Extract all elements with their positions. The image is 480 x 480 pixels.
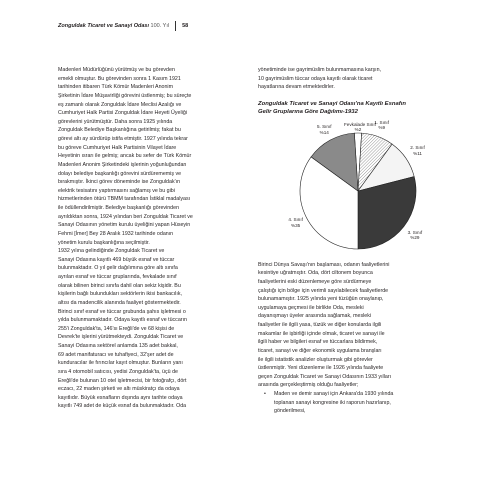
text-line: Sanayi Odasının yönetim kurulu üyeliğini yapan Hüseyin (58, 222, 191, 229)
slice-label-percent: %11 (413, 150, 422, 156)
right-column-intro (258, 66, 436, 92)
chart-title-line-1: Zonguldak Ticaret ve Sanayi Odası'na Kayıtlı Esnafın (258, 100, 406, 107)
slice-label (404, 145, 432, 156)
text-line: sıra 4 otomobil satıcısı, yedisi Zonguldak'ta, üçü de (58, 368, 178, 375)
slice-label (401, 230, 429, 241)
text-line: ilgili haber ve bilgileri esnaf ve tüccarlara bildirmek, (258, 339, 378, 346)
text-line: ayrılan esnaf ve tüccar gruplarında, fevkalade sınıf (58, 274, 177, 280)
pie-chart (258, 121, 436, 261)
text-line: kunduracılar ile fırıncılar kayıt olmuştur. Bunların yanı (58, 360, 183, 367)
text-line: Madenleri Anonim Şirketindeki işlerinin yoğunluğundan (58, 161, 187, 168)
text-line: bu göreve Cumhuriyet Halk Partisinin Vilayet İdare (58, 144, 177, 151)
slice-label-name: 3. Sınıf (407, 229, 423, 235)
text-line: Sanayi Odasına sektörel anlamda 135 adet bakkal, (58, 343, 178, 349)
text-line: kişilerin bağlı bulundukları sektörlerin ikisi bankacılık, (58, 291, 182, 298)
chart-title (258, 100, 436, 117)
right-text-column (258, 66, 436, 416)
text-line: geçen Zonguldak Ticaret ve Sanayi Odasının 1933 yılları (258, 373, 392, 380)
text-line: görevi altı ay sürdürüp istifa etmiştir. 1927 yılında tekrar (58, 136, 188, 142)
text-line: eş zamanlı olarak Zonguldak İdare Meclisi Azalığı ve (58, 101, 182, 108)
slice-label (368, 120, 396, 131)
anniversary-label: 100. Yıl (150, 23, 170, 29)
text-line: kayıtlı 749 adet de küçük esnaf da bulunmaktadır. Oda (58, 403, 187, 410)
text-line: kayıtlıdır. Büyük esnafların dışında aynı tarihte odaya (58, 394, 183, 401)
text-line: yönetiminde ise gayrimüslim bulunmamasına karşın, (258, 67, 382, 73)
text-line: tarihinden itibaren Türk Kömür Madenleri Anonim (58, 84, 174, 91)
page-header (58, 20, 188, 32)
text-line: 10 gayrimüslim tüccar odaya kayıtlı olarak ticaret (258, 75, 373, 82)
text-line: bulunmaktadır. O yıl gelir dağılımına göre altı sınıfa (58, 265, 178, 272)
text-line: Fehmi [İmer] Bey 28 Aralık 1932 tarihinde odanın (58, 230, 174, 237)
text-line: bulunamamıştır. 1925 yılında yeni tüzüğün onaylanıp, (258, 296, 384, 303)
text-line: yılda bulunmamaktadır. Odaya kayıtlı esnaf ve tüccarın (58, 317, 187, 324)
text-line: Madenleri Müdürlüğünü yürütmüş ve bu görevden (58, 67, 175, 73)
publication-name: Zonguldak Ticaret ve Sanayi Odası (58, 23, 149, 29)
text-line: Birinci sınıf esnaf ve tüccar grubunda şahıs işletmesi o (58, 308, 186, 315)
list-item-line: Maden ve demir sanayi için Ankara'da 1930 yılında (274, 391, 394, 398)
slice-label-percent: %9 (378, 125, 386, 131)
text-line: ile ödüllendirilmiştir. Belediye başkanlığı görevinden (58, 205, 180, 211)
text-line: kesintiye uğratmıştır. Oda, dört ciltonem boyunca (258, 270, 373, 277)
text-line: çalıştığı için bölge için verimli sayılabilecek faaliyetlerde (258, 287, 389, 294)
text-line: eczacı, 22 maden şirketi ve altı müskiratçı da odaya (58, 386, 180, 393)
slice-label-name: 1. Sınıf (374, 119, 389, 125)
slice-label (310, 124, 338, 135)
text-line: dayanışmayı üyeler arasında sağlamak, mesleki (258, 313, 372, 320)
text-line: arasında gerçekleştirmiş olduğu faaliyetler; (258, 382, 359, 389)
text-line: dolayı belediye başkanlığı görevini sürdürememiş ve (58, 170, 182, 177)
text-line: 255'i Zonguldak'ta, 146'sı Ereğli'de ve 68 kişisi de (58, 325, 175, 332)
text-line: altısı da madencilik alanında faaliyet göstermektedir. (58, 299, 181, 306)
right-column-body (258, 261, 436, 390)
slice-label-percent: %2 (354, 127, 362, 133)
slice-label-percent: %35 (291, 223, 301, 229)
text-line: faaliyetlerini eski düzenlemeye göre sürdürmeye (258, 278, 372, 285)
header-divider (175, 21, 176, 31)
text-line: Zonguldak Belediye Başkanlığına getirilmiş; fakat bu (58, 127, 181, 134)
publication-title (58, 23, 169, 29)
list-item-line: toplanan sanayi kongresine iki raporun hazırlanıp, (274, 399, 391, 406)
text-line: Sanayi Odasına kayıtlı 469 büyük esnaf ve tüccar (58, 256, 175, 263)
text-line: ayrıldıktan sonra, 1924 yılından beri Zonguldak Ticaret ve (58, 213, 193, 220)
text-line: hizmetlerinden ötürü TBMM tarafından İstiklal madalyası (58, 196, 191, 203)
text-line: üstlenmiştir. Yeni düzenleme ile 1926 yılında faaliyete (258, 365, 384, 372)
list-item-line: gönderilmesi, (274, 408, 306, 415)
text-line: hayatlarına devam etmektedirler. (258, 84, 335, 91)
list-item (274, 390, 436, 416)
text-line: yönetim kurulu başkanlığına seçilmiştir. (58, 239, 150, 246)
text-line: Şirketinin İdare Müşavirliği görevini üstlenmiş; bu süreçte (58, 92, 192, 99)
text-line: ticaret, sanayi ve diğer ekonomik uygulama branşları (258, 347, 382, 354)
text-line: elektrik tesisatını yaptırmasını sağlamış ve bu gibi (58, 187, 175, 194)
text-line: faaliyetler ile ilgili yasa, tüzük ve diğer konularda ilgili (258, 322, 382, 329)
slice-label-name: 5. Sınıf (316, 124, 332, 130)
text-line: emekli olmuştur. Bu görevinden sonra 1 Kasım 1921 (58, 75, 181, 82)
text-line: olarak bilinen birinci sınıfa dahil olan sekiz kişidir. Bu (58, 282, 181, 289)
activity-list (258, 390, 436, 416)
text-line: Devrek'te işlerini yürütmekteydi. Zonguldak Ticaret ve (58, 334, 184, 341)
slice-label (282, 217, 310, 228)
text-line: uygulamaya geçmesi ile birlikte Oda, mesleki (258, 304, 364, 311)
left-text-column (58, 66, 236, 411)
text-line: Ereğli'de bulunan 10 otel işletmecisi, bir fotoğrafçı, dört (58, 377, 187, 384)
text-line: Cumhuriyet Halk Partisi Zonguldak İdare Heyeti Üyeliği (58, 110, 187, 117)
text-line: ile ilgili istatistik analizler oluşturmak gibi görevler (258, 356, 373, 363)
text-line: bırakmıştır. İkinci görev döneminde ise Zonguldak'ın (58, 179, 181, 186)
text-line: makamlar ile işbirliği içinde olmak, ticaret ve sanayi ile (258, 330, 385, 337)
chart-title-line-2: Gelir Gruplarına Göre Dağılımı-1932 (258, 109, 358, 116)
slice-label-percent: %29 (410, 235, 420, 241)
slice-label-name: 2. Sınıf (410, 145, 425, 151)
text-line: 1932 yılına gelindiğinde Zonguldak Ticaret ve (58, 248, 165, 255)
slice-label-percent: %14 (319, 129, 329, 135)
text-line: 69 adet manifaturacı ve tuhafiyeci, 32'şer adet de (58, 351, 174, 358)
page-number: 58 (182, 23, 189, 29)
slice-label-name: Fevkalade Sınıf (344, 121, 376, 127)
text-line: Birinci Dünya Savaşı'nın başlaması, odanın faaliyetlerini (258, 261, 390, 268)
text-line: Heyetinin ısrarı ile gelmiş; ancak bu sefer de Türk Kömür (58, 153, 192, 160)
text-line: görevlerini yürütmüştür. Daha sonra 1925 yılında (58, 118, 173, 125)
slice-label-name: 4. Sınıf (288, 217, 303, 223)
